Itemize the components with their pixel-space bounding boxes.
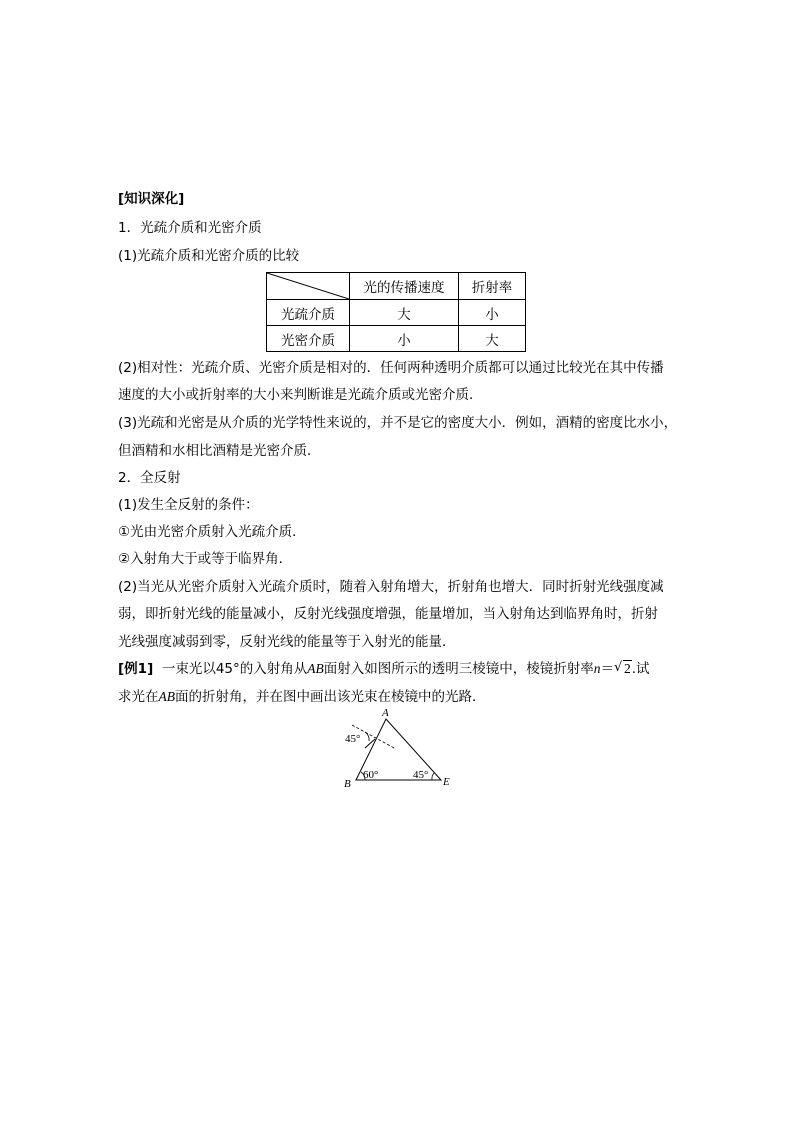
diagonal-line: [267, 273, 349, 299]
section-heading: [知识深化]: [118, 191, 185, 207]
example-text: 一束光以45°的入射角从: [161, 661, 308, 677]
sqrt-expression: [614, 659, 632, 679]
table-cell: 光疏介质: [267, 300, 350, 326]
angle-e-label: 45°: [413, 769, 429, 781]
paragraph-density-l2: 但酒精和水相比酒精是光密介质．: [118, 443, 321, 459]
example-line-2: [118, 687, 486, 707]
prism-diagram: [336, 708, 460, 792]
example-text: .试: [631, 661, 650, 677]
table-cell: 光密介质: [267, 326, 350, 352]
symbol-n: n: [593, 661, 601, 676]
table-cell: 小: [350, 326, 459, 352]
radical-sign: √: [614, 660, 623, 675]
paragraph-relativity-l2: 速度的大小或折射率的大小来判断谁是光疏介质或光密介质．: [118, 387, 483, 403]
table-cell: 小: [459, 300, 526, 326]
subsection-1-1: (1)光疏介质和光密介质的比较: [118, 248, 300, 264]
paragraph-density-l1: (3)光疏和光密是从介质的光学特性来说的，并不是它的密度大小．例如，酒精的密度比水小，: [118, 415, 678, 431]
symbol-ab: AB: [307, 661, 324, 676]
table-header-cell: 折射率: [459, 273, 526, 300]
angle-b-label: 60°: [363, 769, 379, 781]
paragraph-energy-l1: (2)当光从光密介质射入光疏介质时，随着入射角增大，折射角也增大．同时折射光线强度减: [118, 579, 664, 595]
vertex-a-label: A: [382, 708, 389, 719]
condition-1: ①光由光密介质射入光疏介质．: [118, 524, 306, 540]
table-row: [267, 326, 526, 352]
vertex-b-label: B: [344, 778, 351, 790]
example-tag: [例1]: [118, 661, 154, 677]
example-text: 面的折射角，并在图中画出该光束在棱镜中的光路．: [175, 689, 486, 705]
example-line-1: [118, 659, 650, 679]
vertex-e-label: E: [443, 776, 450, 788]
equals-sign: ＝: [600, 661, 615, 677]
radicand: 2: [624, 661, 631, 676]
comparison-table: [266, 272, 526, 352]
paragraph-relativity-l1: (2)相对性：光疏介质、光密介质是相对的．任何两种透明介质都可以通过比较光在其中传播: [118, 360, 664, 376]
table-header-row: [267, 273, 526, 300]
example-text: 求光在: [118, 689, 159, 705]
angle-arc-incidence: [365, 732, 369, 741]
paragraph-energy-l3: 光线强度减弱到零，反射光线的能量等于入射光的能量．: [118, 634, 456, 650]
symbol-ab: AB: [158, 689, 175, 704]
condition-2: ②入射角大于或等于临界角．: [118, 551, 293, 567]
conditions-title: (1)发生全反射的条件：: [118, 497, 259, 513]
section-2-title: 2．全反射: [118, 470, 181, 486]
table-row: [267, 300, 526, 326]
table-header-cell: 光的传播速度: [350, 273, 459, 300]
table-cell: 大: [459, 326, 526, 352]
example-text: 面射入如图所示的透明三棱镜中，棱镜折射率: [323, 661, 594, 677]
table-cell: 大: [350, 300, 459, 326]
section-1-title: 1．光疏介质和光密介质: [118, 220, 262, 236]
incidence-angle-label: 45°: [345, 733, 361, 745]
paragraph-energy-l2: 弱，即折射光线的能量减小，反射光线强度增强，能量增加，当入射角达到临界角时，折射: [118, 606, 658, 622]
angle-arc-e: [432, 773, 434, 780]
table-diagonal-cell: [267, 273, 350, 300]
